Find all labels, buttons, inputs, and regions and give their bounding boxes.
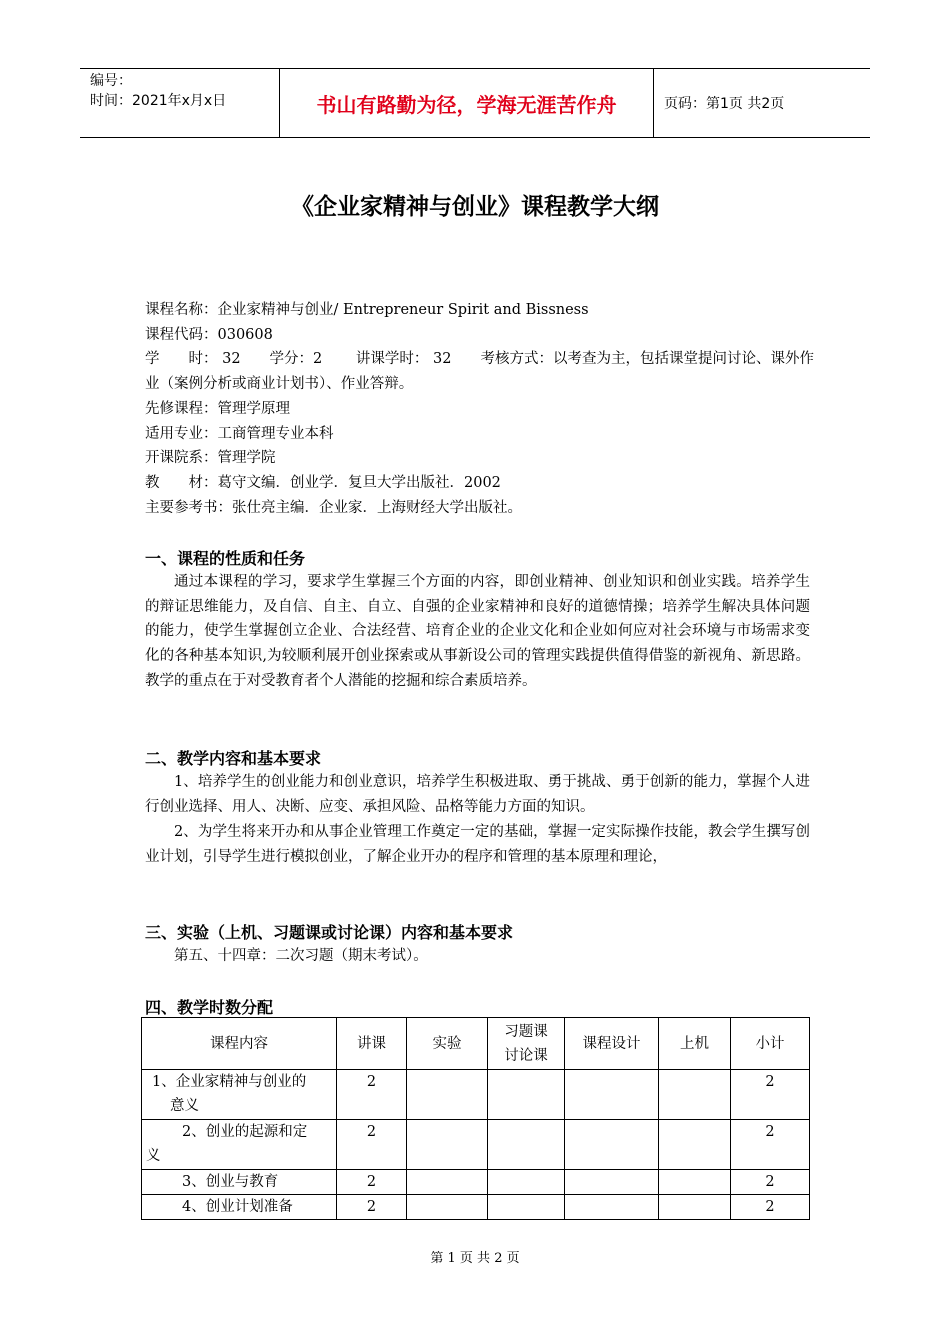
header-exercise-line1: 习题课 [504,1023,548,1040]
section-1-body: 通过本课程的学习，要求学生掌握三个方面的内容，即创业精神、创业知识和创业实践。培养学生的辩证思维能力，及自信、自主、自立、自强的企业家精神和良好的道德情操；培养学生解决具体问题的能力，使学生掌握创立企业、合法经营、培育企业的企业文化和企业如何应对社会环境与市场需求变化的各种基本知识,为较顺利展开创业探索或从事新设公司的管理实践提供值得借鉴的新视角、新思路。教学的重点在于对受教育者个人潜能的挖掘和综合素质培养。 [145,574,810,689]
header-number: 编号： [90,73,132,89]
row-computer [659,1070,731,1120]
row-exercise [488,1195,565,1220]
section-2-paragraph-1: 1、培养学生的创业能力和创业意识，培养学生积极进取、勇于挑战、勇于创新的能力，掌握个人进行创业选择、用人、决断、应变、承担风险、品格等能力方面的知识。 [145,774,810,815]
table-row [142,1070,810,1120]
row-design [565,1120,659,1170]
header-exercise-line2: 讨论课 [504,1047,548,1064]
course-major: 适用专业：工商管理专业本科 [145,425,334,442]
row-content-line1: 1、企业家精神与创业的 [152,1074,307,1090]
row-lecture: 2 [337,1120,407,1170]
row-experiment [407,1195,488,1220]
section-2-paragraph-2: 2、为学生将来开办和从事企业管理工作奠定一定的基础，掌握一定实际操作技能，教会学生撰写创业计划，引导学生进行模拟创业，了解企业开办的程序和管理的基本原理和理论， [145,824,810,865]
header-exercise [488,1018,565,1070]
row-lecture: 2 [337,1195,407,1220]
table-row [142,1195,810,1220]
header-motto: 书山有路勤为径，学海无涯苦作舟 [280,69,654,137]
document-title: 《企业家精神与创业》课程教学大纲 [291,194,659,220]
header-meta [80,69,280,137]
table-header-row [142,1018,810,1070]
row-design [565,1195,659,1220]
row-exercise [488,1070,565,1120]
row-content-line1: 2、创业的起源和定 [182,1124,308,1140]
row-lecture: 2 [337,1170,407,1195]
row-subtotal: 2 [731,1170,810,1195]
row-computer [659,1195,731,1220]
header-computer: 上机 [659,1018,731,1070]
row-content [142,1070,337,1120]
header-lecture: 讲课 [337,1018,407,1070]
row-subtotal: 2 [731,1195,810,1220]
course-department: 开课院系：管理学院 [145,450,276,467]
row-content [142,1120,337,1170]
row-content-line2: 义 [146,1148,161,1164]
table-row [142,1170,810,1195]
row-content-line2: 意义 [170,1098,199,1114]
page-header [80,68,870,138]
row-experiment [407,1120,488,1170]
course-info [145,298,815,520]
row-computer [659,1120,731,1170]
row-subtotal: 2 [731,1070,810,1120]
page-footer: 第 1 页 共 2 页 [430,1251,520,1266]
row-subtotal: 2 [731,1120,810,1170]
header-page-number: 页码：第1页 共2页 [664,96,785,112]
course-name: 课程名称：企业家精神与创业/ Entrepreneur Spirit and Bissness [145,302,589,318]
section-4-heading: 四、教学时数分配 [145,998,274,1017]
row-experiment [407,1170,488,1195]
section-2-heading: 二、教学内容和基本要求 [145,749,322,768]
row-computer [659,1170,731,1195]
section-3-body: 第五、十四章：二次习题（期末考试）。 [174,948,428,964]
row-design [565,1070,659,1120]
hours-allocation-table [141,1017,810,1220]
course-references: 主要参考书：张仕亮主编．企业家．上海财经大学出版社。 [145,499,522,516]
row-content: 3、创业与教育 [142,1170,337,1195]
row-exercise [488,1170,565,1195]
table-row [142,1120,810,1170]
course-textbook: 教 材：葛守文编．创业学．复旦大学出版社．2002 [145,474,501,491]
header-subtotal: 小计 [731,1018,810,1070]
row-experiment [407,1070,488,1120]
row-lecture: 2 [337,1070,407,1120]
section-1-heading: 一、课程的性质和任务 [145,549,306,568]
row-content: 4、创业计划准备 [142,1195,337,1220]
row-exercise [488,1120,565,1170]
course-prerequisite: 先修课程：管理学原理 [145,400,290,417]
header-design: 课程设计 [565,1018,659,1070]
course-code: 课程代码：030608 [145,326,273,343]
header-content: 课程内容 [142,1018,337,1070]
header-experiment: 实验 [407,1018,488,1070]
section-3-heading: 三、实验（上机、习题课或讨论课）内容和基本要求 [145,923,514,942]
course-hours: 学 时： 32 学分：2 讲课学时： 32 考核方式：以考查为主，包括课堂提问讨论、课外作业（案例分析或商业计划书）、作业答辩。 [145,351,814,393]
header-date: 时间：2021年x月x日 [90,93,227,109]
row-design [565,1170,659,1195]
